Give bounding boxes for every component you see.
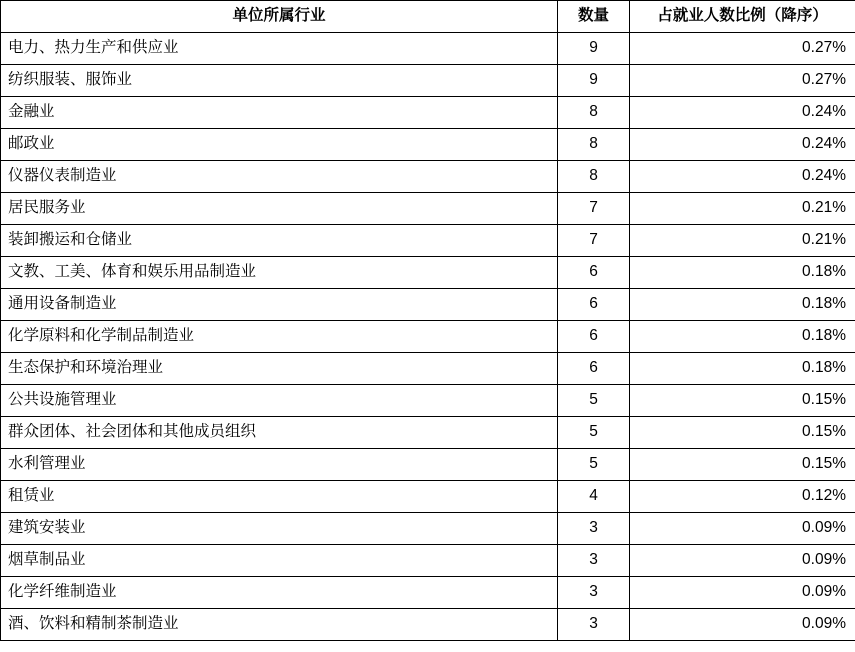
table-row xyxy=(1,353,855,385)
table-row xyxy=(1,513,855,545)
cell-share: 0.09% xyxy=(630,577,855,609)
cell-count: 5 xyxy=(558,385,630,417)
cell-industry: 酒、饮料和精制茶制造业 xyxy=(1,609,558,641)
cell-share: 0.15% xyxy=(630,417,855,449)
cell-share: 0.09% xyxy=(630,545,855,577)
table-row xyxy=(1,577,855,609)
cell-industry: 金融业 xyxy=(1,97,558,129)
table-header-row xyxy=(1,1,855,33)
table-row xyxy=(1,161,855,193)
cell-industry: 建筑安装业 xyxy=(1,513,558,545)
table-row xyxy=(1,289,855,321)
cell-industry: 文教、工美、体育和娱乐用品制造业 xyxy=(1,257,558,289)
cell-count: 6 xyxy=(558,353,630,385)
table-row xyxy=(1,321,855,353)
cell-share: 0.15% xyxy=(630,449,855,481)
cell-share: 0.24% xyxy=(630,129,855,161)
cell-count: 3 xyxy=(558,545,630,577)
cell-industry: 生态保护和环境治理业 xyxy=(1,353,558,385)
cell-count: 8 xyxy=(558,129,630,161)
cell-share: 0.21% xyxy=(630,193,855,225)
cell-industry: 租赁业 xyxy=(1,481,558,513)
cell-share: 0.18% xyxy=(630,353,855,385)
table-body xyxy=(1,33,855,641)
table-row xyxy=(1,33,855,65)
cell-industry: 公共设施管理业 xyxy=(1,385,558,417)
cell-share: 0.12% xyxy=(630,481,855,513)
cell-count: 9 xyxy=(558,65,630,97)
table-row xyxy=(1,225,855,257)
table-row xyxy=(1,609,855,641)
cell-count: 8 xyxy=(558,161,630,193)
table-row xyxy=(1,129,855,161)
cell-count: 6 xyxy=(558,257,630,289)
table-row xyxy=(1,417,855,449)
table-row xyxy=(1,385,855,417)
table-row xyxy=(1,97,855,129)
cell-industry: 化学原料和化学制品制造业 xyxy=(1,321,558,353)
table-row xyxy=(1,449,855,481)
cell-share: 0.27% xyxy=(630,33,855,65)
cell-industry: 通用设备制造业 xyxy=(1,289,558,321)
table-row xyxy=(1,65,855,97)
column-header-count: 数量 xyxy=(558,1,630,33)
cell-industry: 仪器仪表制造业 xyxy=(1,161,558,193)
cell-industry: 纺织服装、服饰业 xyxy=(1,65,558,97)
cell-count: 6 xyxy=(558,321,630,353)
column-header-share: 占就业人数比例（降序） xyxy=(630,1,855,33)
cell-industry: 群众团体、社会团体和其他成员组织 xyxy=(1,417,558,449)
cell-count: 5 xyxy=(558,449,630,481)
cell-industry: 烟草制品业 xyxy=(1,545,558,577)
table-row xyxy=(1,481,855,513)
column-header-industry: 单位所属行业 xyxy=(1,1,558,33)
cell-industry: 装卸搬运和仓储业 xyxy=(1,225,558,257)
table-row xyxy=(1,257,855,289)
cell-industry: 化学纤维制造业 xyxy=(1,577,558,609)
cell-industry: 电力、热力生产和供应业 xyxy=(1,33,558,65)
cell-share: 0.18% xyxy=(630,289,855,321)
table-row xyxy=(1,545,855,577)
cell-share: 0.24% xyxy=(630,97,855,129)
cell-count: 6 xyxy=(558,289,630,321)
cell-count: 3 xyxy=(558,513,630,545)
cell-share: 0.18% xyxy=(630,321,855,353)
cell-count: 4 xyxy=(558,481,630,513)
cell-count: 5 xyxy=(558,417,630,449)
cell-share: 0.09% xyxy=(630,513,855,545)
cell-share: 0.15% xyxy=(630,385,855,417)
cell-share: 0.24% xyxy=(630,161,855,193)
cell-share: 0.21% xyxy=(630,225,855,257)
cell-industry: 水利管理业 xyxy=(1,449,558,481)
cell-share: 0.27% xyxy=(630,65,855,97)
cell-share: 0.18% xyxy=(630,257,855,289)
cell-count: 3 xyxy=(558,609,630,641)
cell-count: 8 xyxy=(558,97,630,129)
cell-count: 7 xyxy=(558,225,630,257)
cell-count: 7 xyxy=(558,193,630,225)
cell-count: 9 xyxy=(558,33,630,65)
table-row xyxy=(1,193,855,225)
cell-industry: 邮政业 xyxy=(1,129,558,161)
cell-share: 0.09% xyxy=(630,609,855,641)
table-header xyxy=(1,1,855,33)
cell-industry: 居民服务业 xyxy=(1,193,558,225)
cell-count: 3 xyxy=(558,577,630,609)
